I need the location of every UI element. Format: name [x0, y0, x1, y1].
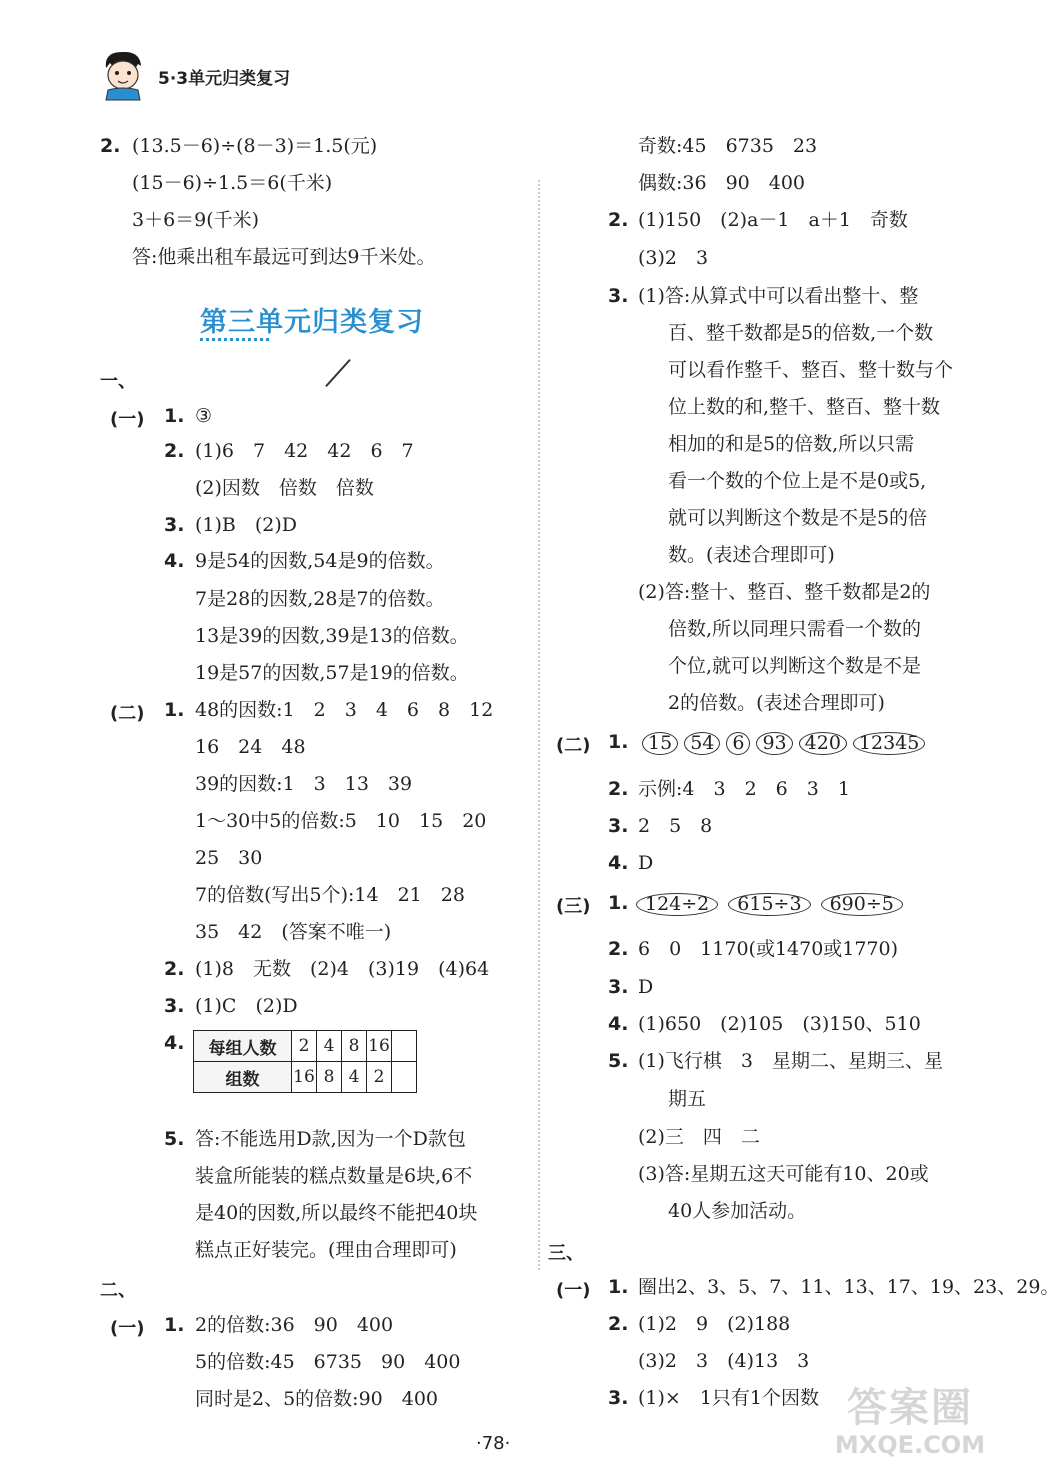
question-number: 2. [100, 135, 121, 157]
watermark-url: MXQE.COM [834, 1431, 986, 1459]
circled-number: 420 [799, 732, 847, 755]
answer-line: 糕点正好装完。(理由合理即可) [195, 1239, 457, 1261]
answer-line: (1)飞行棋 3 星期二、星期三、星 [638, 1050, 944, 1072]
part-label: (一) [556, 1280, 591, 1301]
answer-line: 5的倍数:45 6735 90 400 [195, 1351, 461, 1373]
mascot-logo [98, 48, 148, 104]
question-number: 3. [164, 995, 185, 1017]
answer-line: 39的因数:1 3 13 39 [195, 773, 413, 795]
page-number: ·78· [476, 1433, 511, 1454]
question-number: 4. [164, 550, 185, 572]
answer-line: 就可以判断这个数是不是5的倍 [668, 507, 928, 529]
answer-line: 7的倍数(写出5个):14 21 28 [195, 884, 465, 906]
question-number: 2. [164, 958, 185, 980]
pen-mark [325, 359, 351, 387]
answer-line: 13是39的因数,39是13的倍数。 [195, 625, 469, 647]
column-divider [538, 180, 540, 1270]
answer-line: 2的倍数:36 90 400 [195, 1314, 394, 1336]
circled-answers [642, 731, 931, 755]
answer-line: 答:他乘出租车最远可到达9千米处。 [132, 246, 436, 268]
answer-line: 看一个数的个位上是不是0或5, [668, 470, 927, 492]
answer-line: (1)650 (2)105 (3)150、510 [638, 1013, 921, 1035]
circled-expression: 690÷5 [821, 893, 903, 916]
answer-line: 25 30 [195, 847, 263, 869]
circled-number: 54 [684, 732, 720, 755]
answer-line: (1)8 无数 (2)4 (3)19 (4)64 [195, 958, 490, 980]
answer-line: (1)6 7 42 42 6 7 [195, 440, 414, 462]
answer-line: 6 0 1170(或1470或1770) [638, 938, 899, 960]
question-number: 2. [164, 440, 185, 462]
answer-line: 是40的因数,所以最终不能把40块 [195, 1202, 478, 1224]
answer-line: (1)答:从算式中可以看出整十、整 [638, 285, 919, 307]
question-number: 4. [608, 1013, 629, 1035]
answer-line: D [638, 852, 654, 874]
question-number: 3. [608, 285, 629, 307]
question-number: 3. [608, 815, 629, 837]
answer-line: 答:不能选用D款,因为一个D款包 [195, 1128, 466, 1150]
question-number: 3. [608, 1387, 629, 1409]
question-number: 2. [608, 1313, 629, 1335]
watermark [830, 1385, 990, 1459]
table-row [194, 1062, 417, 1093]
answer-line: (3)2 3 (4)13 3 [638, 1350, 810, 1372]
header-title: 5·3单元归类复习 [158, 69, 291, 89]
answer-line: 同时是2、5的倍数:90 400 [195, 1388, 439, 1410]
answer-line: 7是28的因数,28是7的倍数。 [195, 588, 445, 610]
answer-line: 35 42 (答案不唯一) [195, 921, 392, 943]
answer-line: 偶数:36 90 400 [638, 172, 806, 194]
answer-line: 16 24 48 [195, 736, 306, 758]
answer-line: 圈出2、3、5、7、11、13、17、19、23、29。 [638, 1276, 1059, 1298]
answer-line: 9是54的因数,54是9的倍数。 [195, 550, 445, 572]
table-row-header: 每组人数 [194, 1031, 292, 1062]
answer-line: (1)2 9 (2)188 [638, 1313, 791, 1335]
circled-expression: 124÷2 [636, 893, 718, 916]
table-cell: 8 [342, 1031, 367, 1062]
table-cell: 4 [317, 1031, 342, 1062]
question-number: 5. [164, 1128, 185, 1150]
answer-line: (3)2 3 [638, 247, 709, 269]
answer-line: 数。(表述合理即可) [668, 544, 835, 566]
question-number: 4. [164, 1032, 185, 1054]
answer-line: (2)三 四 二 [638, 1126, 760, 1148]
section-label: 一、 [100, 371, 136, 392]
table-cell: 2 [292, 1031, 317, 1062]
answer-line: 48的因数:1 2 3 4 6 8 12 [195, 699, 494, 721]
section-label: 三、 [548, 1243, 584, 1264]
question-number: 3. [164, 514, 185, 536]
group-table [193, 1030, 417, 1093]
circled-number: 15 [642, 732, 678, 755]
circled-answers [636, 892, 909, 916]
question-number: 2. [608, 938, 629, 960]
answer-line: 40人参加活动。 [668, 1200, 807, 1222]
part-label: (三) [556, 896, 591, 917]
answer-line: 期五 [668, 1088, 707, 1110]
question-number: 1. [608, 892, 629, 914]
answer-line: 奇数:45 6735 23 [638, 135, 818, 157]
question-number: 1. [608, 731, 629, 753]
answer-line: 3＋6＝9(千米) [132, 209, 260, 231]
answer-line: 百、整千数都是5的倍数,一个数 [668, 322, 934, 344]
answer-line: (15－6)÷1.5＝6(千米) [132, 172, 333, 194]
part-label: (二) [556, 735, 591, 756]
table-row-header: 组数 [194, 1062, 292, 1093]
answer-line: 相加的和是5的倍数,所以只需 [668, 433, 915, 455]
watermark-logo: 答案圈 [847, 1385, 973, 1431]
question-number: 4. [608, 852, 629, 874]
answer-line: (3)答:星期五这天可能有10、20或 [638, 1163, 929, 1185]
table-cell: 2 [367, 1062, 392, 1093]
answer-line: 19是57的因数,57是19的倍数。 [195, 662, 469, 684]
answer-line: (2)因数 倍数 倍数 [195, 477, 374, 499]
table-cell: 8 [317, 1062, 342, 1093]
answer-line: 1～30中5的倍数:5 10 15 20 [195, 810, 487, 832]
part-label: (一) [110, 409, 145, 430]
question-number: 1. [164, 405, 185, 427]
part-label: (二) [110, 703, 145, 724]
answer-line: (1)× 1只有1个因数 [638, 1387, 820, 1409]
question-number: 2. [608, 209, 629, 231]
table-cell: 16 [367, 1031, 392, 1062]
question-number: 3. [608, 976, 629, 998]
answer-line: 示例:4 3 2 6 3 1 [638, 778, 850, 800]
section-label: 二、 [100, 1280, 136, 1301]
answer-line: (1)150 (2)a－1 a＋1 奇数 [638, 209, 908, 231]
answer-line: (2)答:整十、整百、整千数都是2的 [638, 581, 931, 603]
unit-title: 第三单元归类复习 [200, 307, 424, 338]
answer-line: (13.5－6)÷(8－3)＝1.5(元) [132, 135, 378, 157]
answer-line: 倍数,所以同理只需看一个数的 [668, 618, 922, 640]
answer-line: ③ [195, 405, 213, 427]
answer-line: 2的倍数。(表述合理即可) [668, 692, 885, 714]
circled-number: 6 [726, 732, 750, 755]
question-number: 5. [608, 1050, 629, 1072]
table-cell: 4 [342, 1062, 367, 1093]
answer-line: 可以看作整千、整百、整十数与个 [668, 359, 954, 381]
answer-line: (1)B (2)D [195, 514, 298, 536]
question-number: 1. [608, 1276, 629, 1298]
unit-title-underline [200, 338, 270, 341]
answer-line: 2 5 8 [638, 815, 713, 837]
table-cell [392, 1031, 417, 1062]
answer-line: 个位,就可以判断这个数是不是 [668, 655, 922, 677]
question-number: 1. [164, 699, 185, 721]
circled-expression: 615÷3 [728, 893, 810, 916]
circled-number: 12345 [853, 732, 925, 755]
table-row [194, 1031, 417, 1062]
part-label: (一) [110, 1318, 145, 1339]
answer-line: 装盒所能装的糕点数量是6块,6不 [195, 1165, 473, 1187]
answer-line: D [638, 976, 654, 998]
circled-number: 93 [756, 732, 792, 755]
table-cell [392, 1062, 417, 1093]
question-number: 2. [608, 778, 629, 800]
question-number: 1. [164, 1314, 185, 1336]
table-cell: 16 [292, 1062, 317, 1093]
answer-line: 位上数的和,整千、整百、整十数 [668, 396, 941, 418]
answer-line: (1)C (2)D [195, 995, 298, 1017]
